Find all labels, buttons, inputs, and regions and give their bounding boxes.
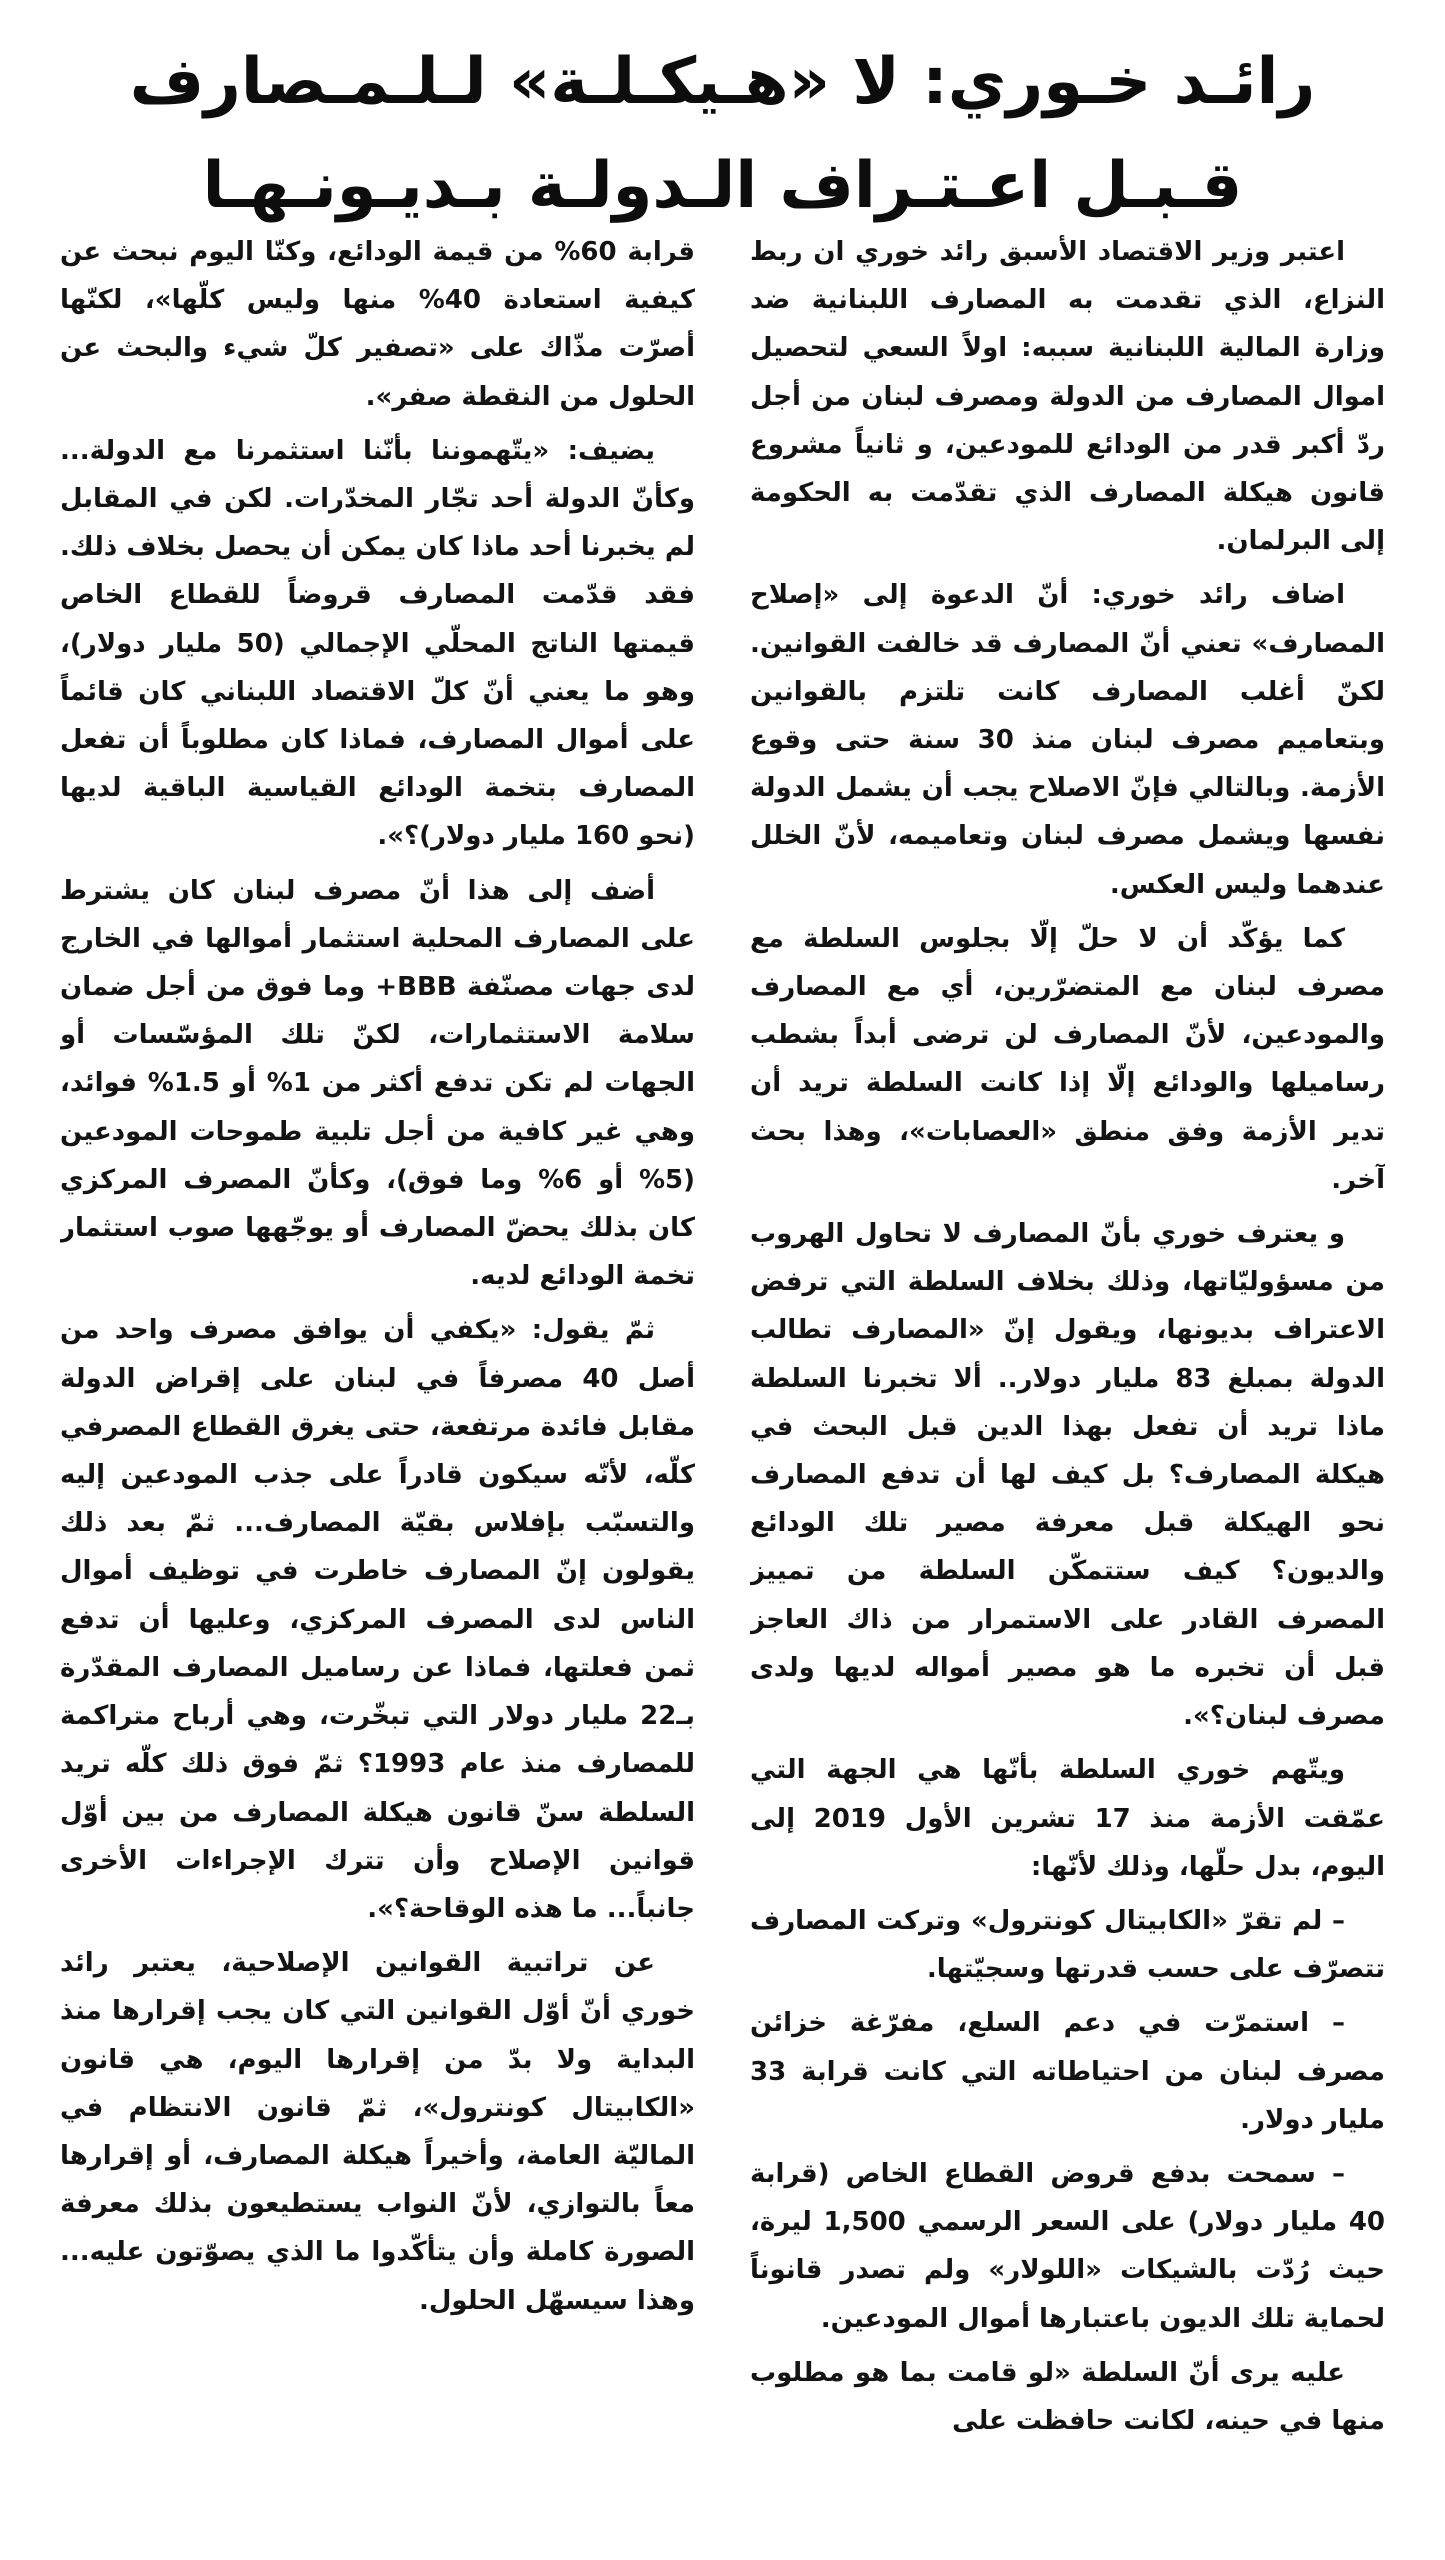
paragraph: و يعترف خوري بأنّ المصارف لا تحاول الهروب من مسؤوليّاتها، وذلك بخلاف السلطة التي ترفض الاعتراف بديونها، ويقول إنّ «المصارف تطالب الدولة بمبلغ 83 مليار دولار.. ألا تخبرنا السلطة ماذا تريد أن تفعل بهذا الدين قبل البحث في هيكلة المصارف؟ بل كيف لها أن تدفع المصارف نحو الهيكلة قبل معرفة مصير تلك الودائع والديون؟ كيف ستتمكّن السلطة من تمييز المصرف القادر على الاستمرار من ذاك العاجز قبل أن تخبره ما هو مصير أمواله لديها ولدى مصرف لبنان؟». (750, 1219, 1385, 1732)
paragraph: عليه يرى أنّ السلطة «لو قامت بما هو مطلوب منها في حينه، لكانت حافظت على (750, 2357, 1385, 2436)
paragraph: ثمّ يقول: «يكفي أن يوافق مصرف واحد من أصل 40 مصرفاً في لبنان على إقراض الدولة مقابل فائدة مرتفعة، حتى يغرق القطاع المصرفي كلّه، لأنّه سيكون قادراً على جذب المودعين إليه والتسبّب بإفلاس بقيّة المصارف... ثمّ بعد ذلك يقولون إنّ المصارف خاطرت في توظيف أموال الناس لدى المصرف المركزي، وعليها أن تدفع ثمن فعلتها، فماذا عن رساميل المصارف المقدّرة بـ22 مليار دولار التي تبخّرت، وهي أرباح متراكمة للمصارف منذ عام 1993؟ ثمّ فوق ذلك كلّه تريد السلطة سنّ قانون هيكلة المصارف من بين أوّل قوانين الإصلاح وأن تترك الإجراءات الأخرى جانباً... ما هذه الوقاحة؟». (60, 1315, 695, 1924)
list-item: – سمحت بدفع قروض القطاع الخاص (قرابة 40 مليار دولار) على السعر الرسمي 1,500 ليرة، حيث رُدّت بالشيكات «اللولار» ولم تصدر قانوناً لحماية تلك الديون باعتبارها أموال المودعين. (750, 2158, 1385, 2334)
paragraph: أضف إلى هذا أنّ مصرف لبنان كان يشترط على المصارف المحلية استثمار أموالها في الخارج لدى جهات مصنّفة BBB+ وما فوق من أجل ضمان سلامة الاستثمارات، لكنّ تلك المؤسّسات أو الجهات لم تكن تدفع أكثر من 1% أو 1.5% فوائد، وهي غير كافية من أجل تلبية طموحات المودعين (5% أو 6% وما فوق)، وكأنّ المصرف المركزي كان بذلك يحضّ المصارف أو يوجّهها صوب استثمار تخمة الودائع لديه. (60, 875, 695, 1292)
headline-line-1: رائـد خـوري: لا «هـيكـلـة» لـلـمـصارف (129, 45, 1316, 119)
headline (60, 30, 1385, 238)
paragraph: اضاف رائد خوري: أنّ الدعوة إلى «إصلاح المصارف» تعني أنّ المصارف قد خالفت القوانين. لكنّ أغلب المصارف كانت تلتزم بالقوانين وبتعاميم مصرف لبنان منذ 30 سنة حتى وقوع الأزمة. وبالتالي فإنّ الاصلاح يجب أن يشمل الدولة نفسها ويشمل مصرف لبنان وتعاميمه، لأنّ الخلل عندهما وليس العكس. (750, 580, 1385, 900)
headline-line-2: قـبـل اعـتـراف الـدولـة بـديـونـهـا (202, 149, 1243, 223)
paragraph: يضيف: «يتّهموننا بأنّنا استثمرنا مع الدولة... وكأنّ الدولة أحد تجّار المخدّرات. لكن في المقابل لم يخبرنا أحد ماذا كان يمكن أن يحصل بخلاف ذلك. فقد قدّمت المصارف قروضاً للقطاع الخاص قيمتها الناتج المحلّي الإجمالي (50 مليار دولار)، وهو ما يعني أنّ كلّ الاقتصاد اللبناني كان قائماً على أموال المصارف، فماذا كان مطلوباً أن تفعل المصارف بتخمة الودائع القياسية الباقية لديها (نحو 160 مليار دولار)؟». (60, 435, 695, 852)
paragraph: اعتبر وزير الاقتصاد الأسبق رائد خوري ان ربط النزاع، الذي تقدمت به المصارف اللبنانية ضد وزارة المالية اللبنانية سببه: اولاً السعي لتحصيل اموال المصارف من الدولة ومصرف لبنان من أجل ردّ أكبر قدر من الودائع للمودعين، و ثانياً مشروع قانون هيكلة المصارف الذي تقدّمت به الحكومة إلى البرلمان. (750, 237, 1385, 557)
article-column-right (750, 228, 1385, 2538)
paragraph: ويتّهم خوري السلطة بأنّها هي الجهة التي عمّقت الأزمة منذ 17 تشرين الأول 2019 إلى اليوم، بدل حلّها، وذلك لأنّها: (750, 1755, 1385, 1882)
list-item: – لم تقرّ «الكابيتال كونترول» وتركت المصارف تتصرّف على حسب قدرتها وسجيّتها. (750, 1905, 1385, 1985)
article-body (60, 228, 1385, 2538)
paragraph: كما يؤكّد أن لا حلّ إلّا بجلوس السلطة مع مصرف لبنان مع المتضرّرين، أي مع المصارف والمودعين، لأنّ المصارف لن ترضى أبداً بشطب رساميلها والودائع إلّا إذا كانت السلطة تريد أن تدير الأزمة وفق منطق «العصابات»، وهذا بحث آخر. (750, 923, 1385, 1195)
paragraph: عن تراتبية القوانين الإصلاحية، يعتبر رائد خوري أنّ أوّل القوانين التي كان يجب إقرارها منذ البداية ولا بدّ من إقرارها اليوم، هي قانون «الكابيتال كونترول»، ثمّ قانون الانتظام في الماليّة العامة، وأخيراً هيكلة المصارف، أو إقرارها معاً بالتوازي، لأنّ النواب يستطيعون بذلك معرفة الصورة كاملة وأن يتأكّدوا ما الذي يصوّتون عليه... وهذا سيسهّل الحلول. (60, 1948, 695, 2316)
article-column-left (60, 228, 695, 2538)
list-item: – استمرّت في دعم السلع، مفرّغة خزائن مصرف لبنان من احتياطاته التي كانت قرابة 33 مليار دولار. (750, 2008, 1385, 2135)
paragraph: قرابة 60% من قيمة الودائع، وكنّا اليوم نبحث عن كيفية استعادة 40% منها وليس كلّها»، لكنّها أصرّت مذّاك على «تصفير كلّ شيء والبحث عن الحلول من النقطة صفر». (60, 237, 695, 412)
